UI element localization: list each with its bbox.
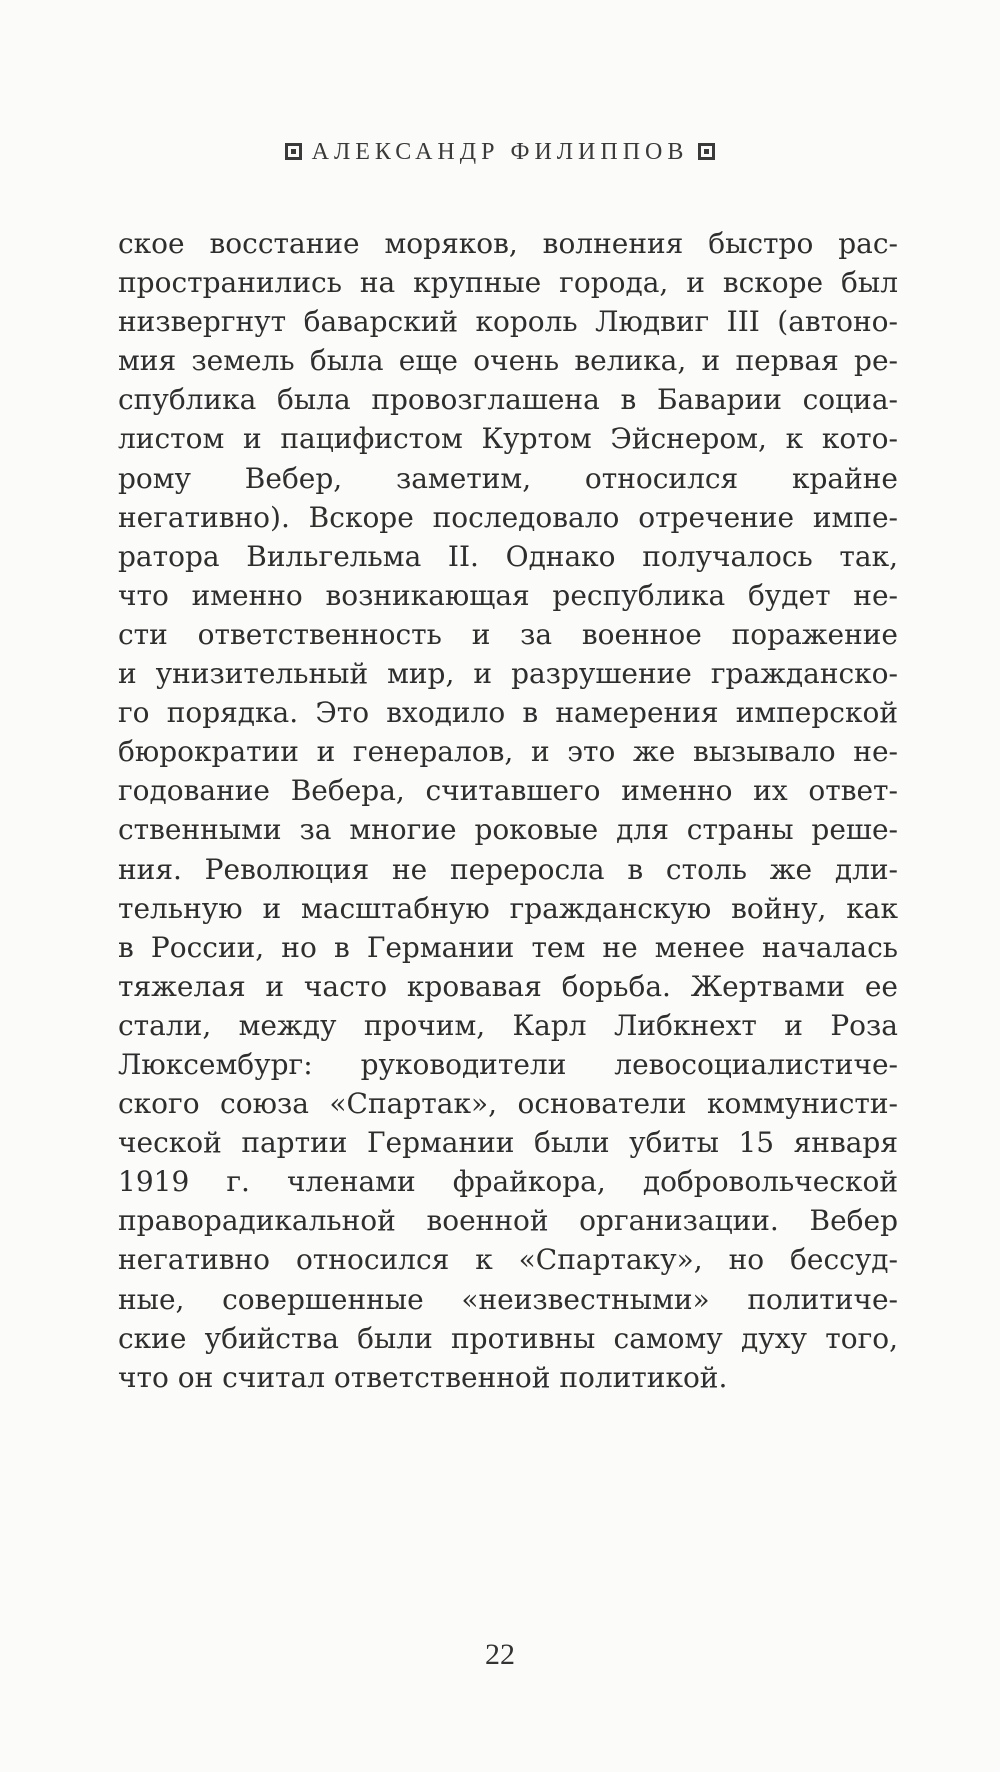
text-line: стали, между прочим, Карл Либкнехт и Роза [118,1008,898,1042]
text-line: низвергнут баварский король Людвиг III (автоно- [118,305,898,339]
text-line: листом и пацифистом Куртом Эйснером, к кото- [118,422,898,456]
text-line: пространились на крупные города, и вскоре был [118,266,898,300]
text-line: и унизительный мир, и разрушение гражданско- [118,657,898,691]
text-line: праворадикальной военной организации. Вебер [118,1204,898,1238]
text-line: ского союза «Спартак», основатели коммунисти- [118,1087,898,1121]
text-line: мия земель была еще очень велика, и первая ре- [118,344,898,378]
text-line: 1919 г. членами фрайкора, добровольческой [118,1165,898,1199]
text-line: годование Вебера, считавшего именно их ответ- [118,774,898,808]
text-line: негативно относился к «Спартаку», но бессуд- [118,1243,898,1277]
text-line: ческой партии Германии были убиты 15 января [118,1126,898,1160]
text-line: ское восстание моряков, волнения быстро рас- [118,227,898,260]
running-title: АЛЕКСАНДР ФИЛИППОВ [311,139,689,165]
square-ornament-icon [285,143,302,160]
text-line: ственными за многие роковые для страны реше- [118,813,898,847]
text-line: Люксембург: руководители левосоциалистиче- [118,1047,898,1081]
text-line: негативно). Вскоре последовало отречение импе- [118,500,898,534]
text-line: тяжелая и часто кровавая борьба. Жертвами ее [118,969,898,1003]
square-ornament-icon [698,143,715,160]
page-number: 22 [485,1638,515,1671]
text-line: го порядка. Это входило в намерения имперской [118,696,898,730]
body-text [118,224,898,1397]
text-line: сти ответственность и за военное поражение [118,617,898,651]
text-line: бюрократии и генералов, и это же вызывало не- [118,735,898,769]
text-line: ные, совершенные «неизвестными» политиче- [118,1282,898,1316]
text-line: ратора Вильгельма II. Однако получалось так, [118,539,898,573]
text-line: ния. Революция не переросла в столь же дли- [118,852,898,886]
text-line: рому Вебер, заметим, относился крайне [118,461,898,495]
text-line: ские убийства были противны самому духу того, [118,1321,898,1355]
text-line: в России, но в Германии тем не менее началась [118,930,898,964]
text-line: спублика была провозглашена в Баварии социа- [118,383,898,417]
text-line: что он считал ответственной политикой. [118,1360,728,1394]
running-header [0,136,1000,168]
text-line: тельную и масштабную гражданскую войну, как [118,891,898,925]
text-line: что именно возникающая республика будет не- [118,578,898,612]
